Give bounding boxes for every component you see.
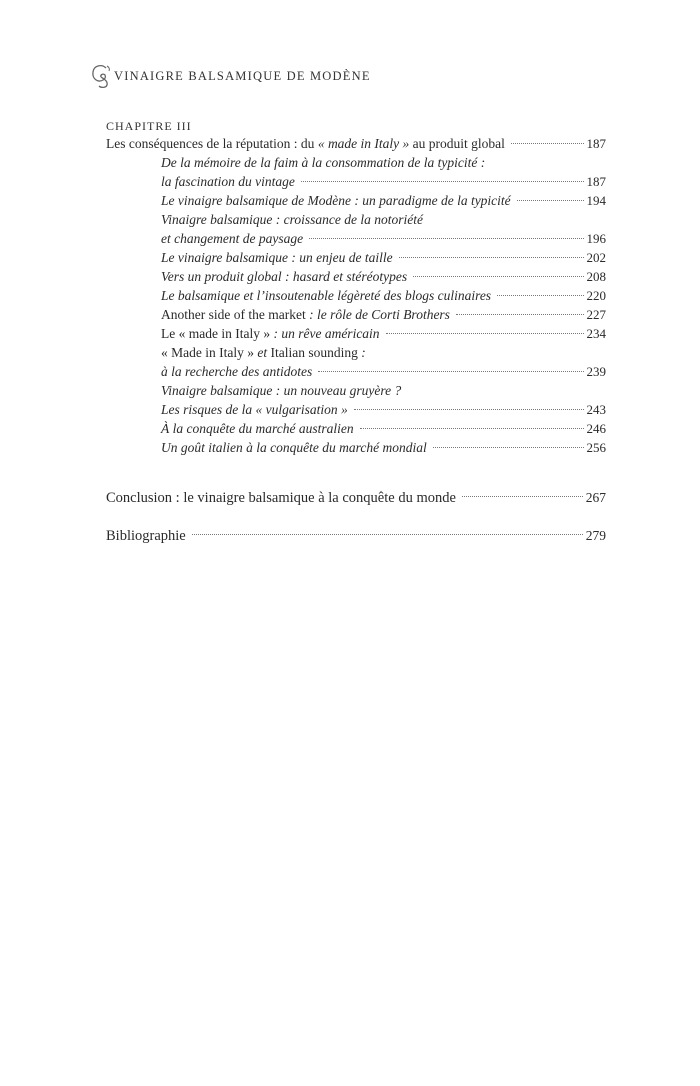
bibliography-entry[interactable] (106, 525, 606, 547)
page-number: 202 (586, 250, 606, 265)
dot-leader (433, 447, 584, 448)
bibliography-title: Bibliographie (106, 528, 186, 544)
page-number: 227 (586, 307, 606, 322)
toc-entry[interactable] (106, 191, 606, 210)
page-number: 196 (586, 231, 606, 246)
page-number: 246 (586, 421, 606, 436)
toc-entry[interactable] (106, 229, 606, 248)
entry-title: Vinaigre balsamique : un nouveau gruyère ? (161, 383, 402, 398)
entry-title: Un goût italien à la conquête du marché mondial (161, 440, 427, 455)
running-title: VINAIGRE BALSAMIQUE DE MODÈNE (114, 68, 371, 83)
toc-entry[interactable] (106, 172, 606, 191)
dot-leader (386, 333, 584, 334)
page-number: 187 (586, 136, 606, 151)
toc-entry[interactable] (106, 248, 606, 267)
toc-entry[interactable] (106, 267, 606, 286)
dot-leader (318, 371, 583, 372)
dot-leader (192, 534, 583, 535)
chapter-title: Les conséquences de la réputation : du « made in Italy » au produit global (106, 136, 505, 151)
dot-leader (301, 181, 584, 182)
entry-title: Le vinaigre balsamique de Modène : un paradigme de la typicité (161, 193, 511, 208)
toc-entry[interactable] (106, 400, 606, 419)
entry-title: « Made in Italy » et Italian sounding : (161, 345, 366, 360)
chapter-title-row[interactable] (106, 134, 606, 153)
toc-entry[interactable] (106, 419, 606, 438)
entry-title: Le « made in Italy » : un rêve américain (161, 326, 380, 341)
page-number: 187 (586, 174, 606, 189)
entry-title: De la mémoire de la faim à la consommation de la typicité : (161, 155, 486, 170)
entry-title: Another side of the market : le rôle de Corti Brothers (161, 307, 450, 322)
toc-entry-line[interactable] (106, 343, 606, 362)
page-number: 234 (586, 326, 606, 341)
dot-leader (497, 295, 583, 296)
entry-title: Vers un produit global : hasard et stéréotypes (161, 269, 408, 284)
dot-leader (309, 238, 583, 239)
page-number: 243 (586, 402, 606, 417)
page-number: 256 (586, 440, 606, 455)
page-number: 239 (586, 364, 606, 379)
toc-entry[interactable] (106, 305, 606, 324)
entry-title: la fascination du vintage (161, 174, 295, 189)
dot-leader (462, 496, 583, 497)
page-number: 194 (586, 193, 606, 208)
entry-title: à la recherche des antidotes (161, 364, 313, 379)
table-of-contents (106, 118, 606, 547)
dot-leader (354, 409, 584, 410)
entry-title: Le balsamique et l’insoutenable légèreté des blogs culinaires (161, 288, 492, 303)
dot-leader (399, 257, 584, 258)
dot-leader (360, 428, 584, 429)
toc-entry-line[interactable] (106, 210, 606, 229)
toc-entry-line[interactable] (106, 153, 606, 172)
entry-title: À la conquête du marché australien (161, 421, 354, 436)
dot-leader (456, 314, 584, 315)
running-head (90, 62, 371, 90)
conclusion-title: Conclusion : le vinaigre balsamique à la conquête du monde (106, 490, 456, 506)
dot-leader (511, 143, 584, 144)
toc-entry-line[interactable] (106, 381, 606, 400)
toc-entry[interactable] (106, 438, 606, 457)
toc-entry[interactable] (106, 324, 606, 343)
page-number: 267 (585, 490, 606, 505)
chapter-label: CHAPITRE III (106, 119, 192, 133)
entry-title: Vinaigre balsamique : croissance de la notoriété (161, 212, 423, 227)
entry-title: Le vinaigre balsamique : un enjeu de taille (161, 250, 393, 265)
toc-entry[interactable] (106, 362, 606, 381)
dot-leader (517, 200, 584, 201)
page-number: 279 (585, 528, 606, 543)
dot-leader (413, 276, 583, 277)
entry-title: et changement de paysage (161, 231, 304, 246)
page-number: 208 (586, 269, 606, 284)
conclusion-entry[interactable] (106, 487, 606, 509)
page-number: 220 (586, 288, 606, 303)
calligraphic-g-ornament-icon (90, 62, 112, 90)
entry-title: Les risques de la « vulgarisation » (161, 402, 348, 417)
toc-entry[interactable] (106, 286, 606, 305)
